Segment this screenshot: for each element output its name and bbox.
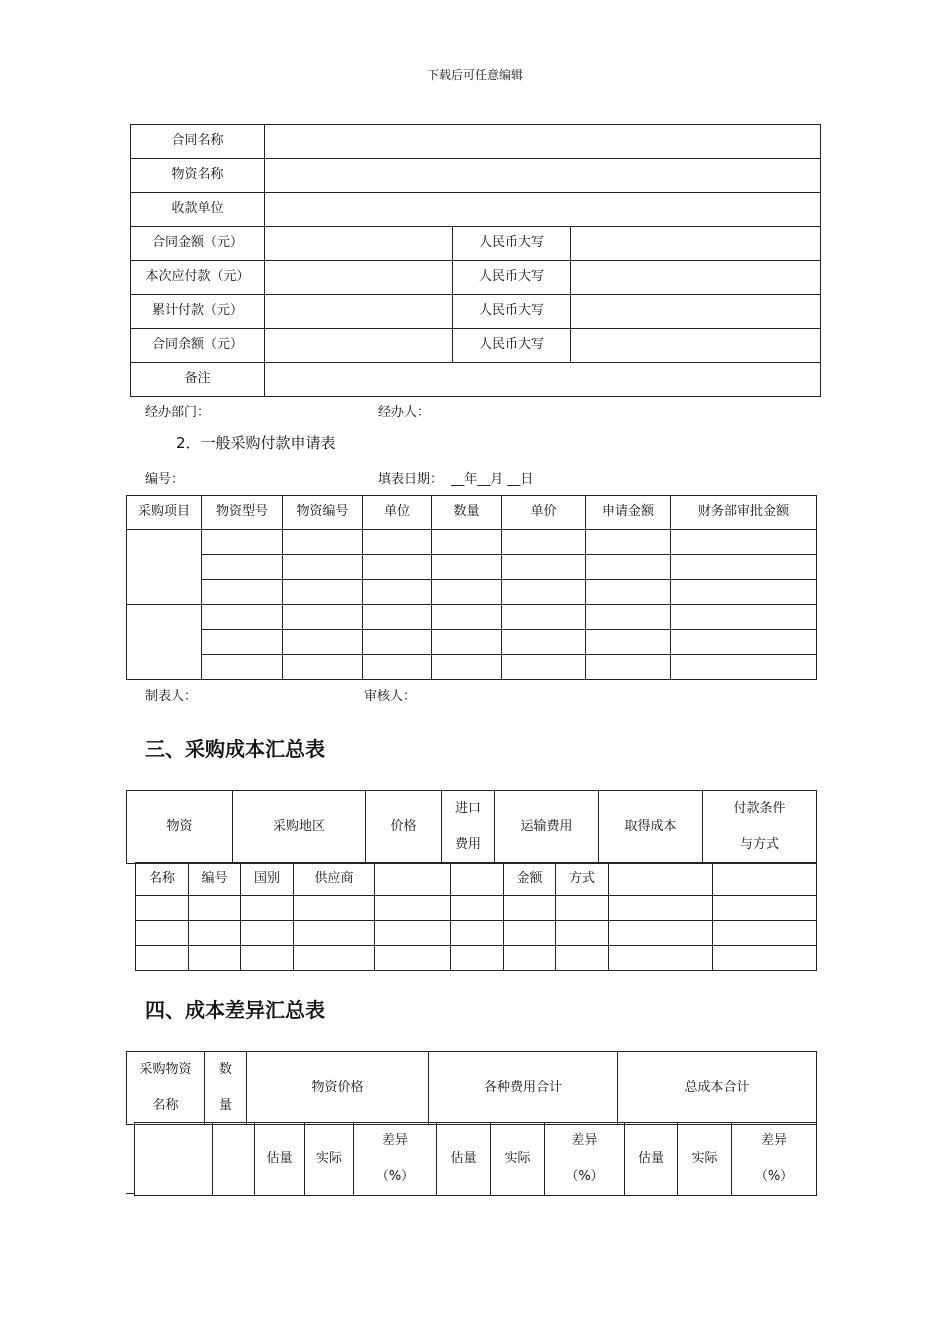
header-import-fee-line2: 费用	[454, 837, 481, 852]
sub-name: 名称	[136, 863, 189, 896]
header-import-fee	[442, 791, 495, 864]
cell[interactable]	[586, 555, 671, 580]
cell[interactable]	[202, 580, 283, 605]
section3-title: 三、采购成本汇总表	[145, 737, 325, 761]
header-region: 采购地区	[233, 791, 366, 864]
contract-name-field[interactable]	[265, 125, 821, 159]
cell[interactable]	[363, 580, 432, 605]
number-label: 编号：	[145, 472, 185, 487]
table-row	[127, 530, 817, 555]
item-cell[interactable]	[127, 605, 202, 680]
cell[interactable]	[502, 530, 586, 555]
sub-amount: 金额	[504, 863, 556, 896]
header-total-cost: 总成本合计	[618, 1052, 817, 1125]
table-row	[131, 159, 821, 193]
payment-form-table	[130, 124, 821, 397]
sub-actual: 实际	[678, 1123, 732, 1196]
table-header-row	[127, 1052, 817, 1125]
cell[interactable]	[586, 605, 671, 630]
table-row	[131, 363, 821, 397]
cell[interactable]	[294, 896, 375, 921]
current-payable-field[interactable]	[265, 261, 453, 295]
cell[interactable]	[432, 655, 502, 680]
cell[interactable]	[609, 863, 713, 896]
sub-diff-line1: 差异	[381, 1133, 408, 1148]
cell[interactable]	[283, 555, 363, 580]
table-subheader-row	[136, 863, 817, 896]
cell[interactable]	[202, 630, 283, 655]
sub-estimate: 估量	[625, 1123, 678, 1196]
cell[interactable]	[432, 605, 502, 630]
rmb-uppercase-field[interactable]	[571, 227, 821, 261]
header-transport: 运输费用	[495, 791, 599, 864]
table-edge-mark	[126, 1193, 135, 1194]
cost-summary-header	[126, 790, 817, 864]
label-current-payable: 本次应付款（元）	[131, 261, 265, 295]
cell[interactable]	[375, 946, 451, 971]
cell[interactable]	[586, 580, 671, 605]
payee-field[interactable]	[265, 193, 821, 227]
sub-diff-line2: （%）	[754, 1169, 794, 1184]
sub-country: 国别	[241, 863, 294, 896]
cell[interactable]	[283, 605, 363, 630]
header-material-price: 物资价格	[247, 1052, 429, 1125]
cell[interactable]	[504, 921, 556, 946]
header-note: 下载后可任意编辑	[426, 68, 523, 82]
sub-actual: 实际	[491, 1123, 545, 1196]
cell[interactable]	[609, 896, 713, 921]
cell[interactable]	[283, 580, 363, 605]
rmb-uppercase-field[interactable]	[571, 329, 821, 363]
table-row	[131, 261, 821, 295]
handler-label: 经办人：	[378, 405, 431, 420]
label-material-name: 物资名称	[131, 159, 265, 193]
sub-diff	[732, 1123, 817, 1196]
cell[interactable]	[189, 896, 241, 921]
label-rmb-uppercase: 人民币大写	[453, 261, 571, 295]
cell[interactable]	[283, 530, 363, 555]
cell[interactable]	[502, 630, 586, 655]
header-payment-terms-line2: 与方式	[739, 837, 779, 852]
cell[interactable]	[556, 921, 609, 946]
table-row	[131, 329, 821, 363]
cell[interactable]	[375, 896, 451, 921]
cell[interactable]	[432, 580, 502, 605]
cell[interactable]	[432, 555, 502, 580]
cell[interactable]	[213, 1123, 255, 1196]
sub-estimate: 估量	[255, 1123, 305, 1196]
label-rmb-uppercase: 人民币大写	[453, 227, 571, 261]
cell[interactable]	[556, 946, 609, 971]
cell[interactable]	[713, 896, 817, 921]
cell[interactable]	[241, 896, 294, 921]
table-row	[136, 896, 817, 921]
header-material-name-line1: 采购物资	[139, 1062, 192, 1077]
cell[interactable]	[283, 630, 363, 655]
label-remarks: 备注	[131, 363, 265, 397]
item-cell[interactable]	[127, 530, 202, 605]
cell[interactable]	[432, 630, 502, 655]
fill-date-label: 填表日期： __年__月 __日	[378, 472, 534, 487]
cell[interactable]	[671, 530, 817, 555]
rmb-uppercase-field[interactable]	[571, 261, 821, 295]
remarks-field[interactable]	[265, 363, 821, 397]
header-import-fee-line1: 进口	[454, 801, 481, 816]
col-header: 申请金额	[586, 496, 671, 530]
cell[interactable]	[363, 555, 432, 580]
cell[interactable]	[241, 921, 294, 946]
cell[interactable]	[671, 630, 817, 655]
label-contract-amount: 合同金额（元）	[131, 227, 265, 261]
cell[interactable]	[451, 896, 504, 921]
sub-diff-line1: 差异	[760, 1133, 787, 1148]
table-row	[136, 946, 817, 971]
table-row	[127, 555, 817, 580]
cell[interactable]	[375, 921, 451, 946]
label-payee: 收款单位	[131, 193, 265, 227]
table-row	[127, 605, 817, 630]
reviewer-label: 审核人：	[364, 689, 417, 704]
dept-label: 经办部门：	[145, 405, 211, 420]
cell[interactable]	[586, 655, 671, 680]
header-acquire-cost: 取得成本	[599, 791, 703, 864]
sub-actual: 实际	[305, 1123, 354, 1196]
table-header-row	[127, 496, 817, 530]
table-subheader-row	[135, 1123, 817, 1196]
cell[interactable]	[189, 946, 241, 971]
cell[interactable]	[136, 921, 189, 946]
cell[interactable]	[363, 630, 432, 655]
material-name-field[interactable]	[265, 159, 821, 193]
sub-code: 编号	[189, 863, 241, 896]
cell[interactable]	[375, 863, 451, 896]
cell[interactable]	[294, 946, 375, 971]
table-header-row	[127, 791, 817, 864]
cell[interactable]	[713, 863, 817, 896]
cell[interactable]	[363, 655, 432, 680]
cell[interactable]	[502, 580, 586, 605]
cell[interactable]	[504, 946, 556, 971]
col-header: 单价	[502, 496, 586, 530]
cell[interactable]	[502, 555, 586, 580]
cell[interactable]	[713, 921, 817, 946]
contract-amount-field[interactable]	[265, 227, 453, 261]
cell[interactable]	[363, 605, 432, 630]
header-quantity-line1: 数	[218, 1062, 232, 1077]
cell[interactable]	[671, 605, 817, 630]
cell[interactable]	[136, 896, 189, 921]
cell[interactable]	[202, 555, 283, 580]
table-row	[131, 193, 821, 227]
cell[interactable]	[363, 530, 432, 555]
cell[interactable]	[451, 863, 504, 896]
header-material: 物资	[127, 791, 233, 864]
cell[interactable]	[136, 946, 189, 971]
label-cumulative-paid: 累计付款（元）	[131, 295, 265, 329]
header-quantity	[205, 1052, 247, 1125]
header-price: 价格	[366, 791, 442, 864]
header-material-name-line2: 名称	[152, 1098, 179, 1113]
col-header: 采购项目	[127, 496, 202, 530]
cell[interactable]	[502, 605, 586, 630]
header-material-name	[127, 1052, 205, 1125]
sub-diff-line2: （%）	[375, 1169, 415, 1184]
cell[interactable]	[283, 655, 363, 680]
cell[interactable]	[432, 530, 502, 555]
table-row	[127, 580, 817, 605]
sub-supplier: 供应商	[294, 863, 375, 896]
cell[interactable]	[556, 896, 609, 921]
label-rmb-uppercase: 人民币大写	[453, 295, 571, 329]
cell[interactable]	[671, 555, 817, 580]
header-payment-terms-line1: 付款条件	[733, 801, 786, 816]
table-row	[127, 655, 817, 680]
table-row	[136, 921, 817, 946]
maker-label: 制表人：	[145, 689, 198, 704]
cumulative-paid-field[interactable]	[265, 295, 453, 329]
cell[interactable]	[671, 655, 817, 680]
variance-summary-header	[126, 1051, 817, 1125]
label-rmb-uppercase: 人民币大写	[453, 329, 571, 363]
col-header: 物资编号	[283, 496, 363, 530]
cost-summary-table	[135, 862, 817, 971]
label-contract-name: 合同名称	[131, 125, 265, 159]
table-row	[131, 295, 821, 329]
general-purchase-table	[126, 495, 817, 680]
sub-estimate: 估量	[437, 1123, 491, 1196]
col-header: 单位	[363, 496, 432, 530]
header-fees-total: 各种费用合计	[429, 1052, 618, 1125]
col-header: 物资型号	[202, 496, 283, 530]
table-row	[131, 227, 821, 261]
cell[interactable]	[713, 946, 817, 971]
rmb-uppercase-field[interactable]	[571, 295, 821, 329]
table-row	[127, 630, 817, 655]
sub-diff-line1: 差异	[571, 1133, 598, 1148]
contract-balance-field[interactable]	[265, 329, 453, 363]
header-payment-terms	[703, 791, 817, 864]
sub-method: 方式	[556, 863, 609, 896]
cell[interactable]	[202, 530, 283, 555]
table-row	[131, 125, 821, 159]
sub-diff	[545, 1123, 625, 1196]
cell[interactable]	[586, 630, 671, 655]
cell[interactable]	[189, 921, 241, 946]
cell[interactable]	[451, 946, 504, 971]
sub-diff	[354, 1123, 437, 1196]
variance-summary-table	[134, 1122, 817, 1196]
cell[interactable]	[586, 530, 671, 555]
cell[interactable]	[451, 921, 504, 946]
cell[interactable]	[609, 946, 713, 971]
sub-diff-line2: （%）	[565, 1169, 604, 1184]
cell[interactable]	[502, 655, 586, 680]
cell[interactable]	[202, 605, 283, 630]
cell[interactable]	[504, 896, 556, 921]
cell[interactable]	[135, 1123, 213, 1196]
general-purchase-title: 2．一般采购付款申请表	[176, 434, 336, 452]
cell[interactable]	[671, 580, 817, 605]
col-header: 数量	[432, 496, 502, 530]
section4-title: 四、成本差异汇总表	[145, 998, 325, 1022]
cell[interactable]	[241, 946, 294, 971]
cell[interactable]	[609, 921, 713, 946]
cell[interactable]	[202, 655, 283, 680]
label-contract-balance: 合同余额（元）	[131, 329, 265, 363]
header-quantity-line2: 量	[218, 1098, 232, 1113]
cell[interactable]	[294, 921, 375, 946]
col-header: 财务部审批金额	[671, 496, 817, 530]
